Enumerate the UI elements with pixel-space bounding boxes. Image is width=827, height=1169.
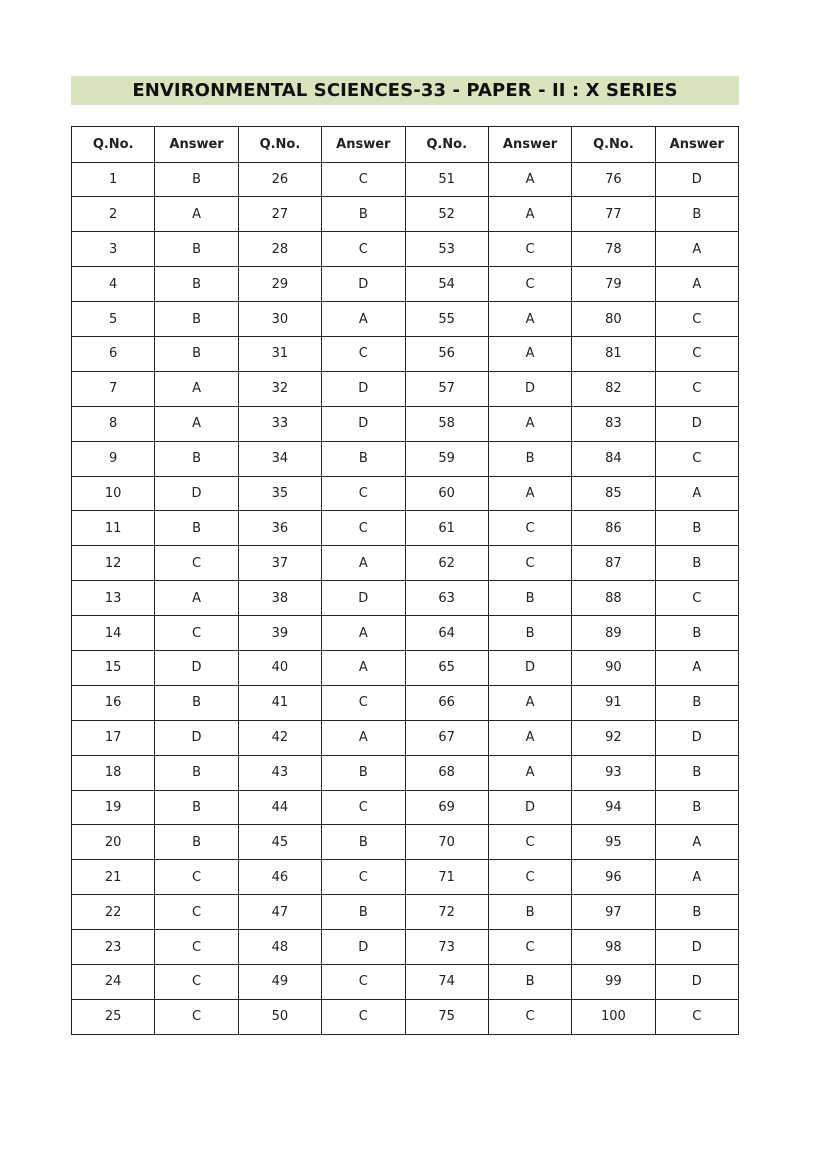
header-qno-3: Q.No. xyxy=(405,127,488,163)
qno-cell: 74 xyxy=(405,964,488,999)
answer-cell: A xyxy=(488,336,571,371)
answer-cell: B xyxy=(322,895,405,930)
qno-cell: 25 xyxy=(72,999,155,1034)
header-answer-3: Answer xyxy=(488,127,571,163)
qno-cell: 57 xyxy=(405,371,488,406)
answer-cell: B xyxy=(655,511,738,546)
qno-cell: 100 xyxy=(572,999,655,1034)
table-row xyxy=(72,197,739,232)
qno-cell: 23 xyxy=(72,930,155,965)
answer-cell: B xyxy=(155,267,238,302)
qno-cell: 91 xyxy=(572,685,655,720)
answer-cell: D xyxy=(322,371,405,406)
answer-cell: B xyxy=(322,755,405,790)
table-row xyxy=(72,546,739,581)
qno-cell: 54 xyxy=(405,267,488,302)
answer-cell: B xyxy=(655,197,738,232)
table-row xyxy=(72,790,739,825)
qno-cell: 31 xyxy=(238,336,321,371)
table-row xyxy=(72,581,739,616)
table-row xyxy=(72,511,739,546)
qno-cell: 46 xyxy=(238,860,321,895)
answer-cell: B xyxy=(322,441,405,476)
qno-cell: 62 xyxy=(405,546,488,581)
qno-cell: 1 xyxy=(72,162,155,197)
answer-cell: C xyxy=(322,476,405,511)
qno-cell: 44 xyxy=(238,790,321,825)
answer-cell: A xyxy=(655,476,738,511)
qno-cell: 88 xyxy=(572,581,655,616)
qno-cell: 80 xyxy=(572,302,655,337)
qno-cell: 20 xyxy=(72,825,155,860)
answer-cell: D xyxy=(655,930,738,965)
qno-cell: 63 xyxy=(405,581,488,616)
qno-cell: 92 xyxy=(572,720,655,755)
answer-cell: B xyxy=(155,162,238,197)
qno-cell: 2 xyxy=(72,197,155,232)
table-row xyxy=(72,860,739,895)
answer-cell: A xyxy=(488,406,571,441)
table-row xyxy=(72,964,739,999)
answer-cell: A xyxy=(322,302,405,337)
qno-cell: 8 xyxy=(72,406,155,441)
answer-cell: D xyxy=(322,930,405,965)
table-row xyxy=(72,999,739,1034)
answer-cell: D xyxy=(155,720,238,755)
answer-cell: C xyxy=(155,930,238,965)
table-row xyxy=(72,162,739,197)
qno-cell: 19 xyxy=(72,790,155,825)
table-row xyxy=(72,336,739,371)
qno-cell: 51 xyxy=(405,162,488,197)
answer-cell: C xyxy=(488,267,571,302)
answer-cell: B xyxy=(655,685,738,720)
answer-cell: B xyxy=(155,441,238,476)
qno-cell: 67 xyxy=(405,720,488,755)
answer-cell: B xyxy=(488,964,571,999)
answer-cell: A xyxy=(322,616,405,651)
qno-cell: 55 xyxy=(405,302,488,337)
table-row xyxy=(72,930,739,965)
qno-cell: 84 xyxy=(572,441,655,476)
answer-cell: B xyxy=(155,511,238,546)
answer-cell: B xyxy=(488,616,571,651)
answer-cell: C xyxy=(155,860,238,895)
table-row xyxy=(72,232,739,267)
answer-cell: B xyxy=(155,685,238,720)
answer-cell: A xyxy=(655,267,738,302)
qno-cell: 17 xyxy=(72,720,155,755)
answer-cell: C xyxy=(322,162,405,197)
qno-cell: 49 xyxy=(238,964,321,999)
header-answer-4: Answer xyxy=(655,127,738,163)
qno-cell: 11 xyxy=(72,511,155,546)
qno-cell: 3 xyxy=(72,232,155,267)
answer-cell: B xyxy=(488,441,571,476)
answer-cell: C xyxy=(155,895,238,930)
qno-cell: 83 xyxy=(572,406,655,441)
answer-cell: C xyxy=(155,999,238,1034)
qno-cell: 10 xyxy=(72,476,155,511)
answer-cell: B xyxy=(655,546,738,581)
qno-cell: 75 xyxy=(405,999,488,1034)
answer-cell: C xyxy=(488,232,571,267)
qno-cell: 64 xyxy=(405,616,488,651)
qno-cell: 47 xyxy=(238,895,321,930)
answer-cell: A xyxy=(488,162,571,197)
answer-cell: A xyxy=(155,581,238,616)
qno-cell: 96 xyxy=(572,860,655,895)
qno-cell: 35 xyxy=(238,476,321,511)
table-row xyxy=(72,616,739,651)
qno-cell: 33 xyxy=(238,406,321,441)
answer-cell: D xyxy=(488,650,571,685)
table-body xyxy=(72,162,739,1034)
qno-cell: 4 xyxy=(72,267,155,302)
table-row xyxy=(72,895,739,930)
qno-cell: 7 xyxy=(72,371,155,406)
qno-cell: 5 xyxy=(72,302,155,337)
qno-cell: 81 xyxy=(572,336,655,371)
answer-cell: C xyxy=(322,999,405,1034)
qno-cell: 97 xyxy=(572,895,655,930)
header-qno-1: Q.No. xyxy=(72,127,155,163)
qno-cell: 94 xyxy=(572,790,655,825)
answer-cell: D xyxy=(655,720,738,755)
qno-cell: 99 xyxy=(572,964,655,999)
table-row xyxy=(72,406,739,441)
table-header-row xyxy=(72,127,739,163)
answer-cell: A xyxy=(655,860,738,895)
answer-cell: A xyxy=(488,302,571,337)
answer-cell: B xyxy=(155,790,238,825)
answer-cell: C xyxy=(322,685,405,720)
answer-cell: A xyxy=(155,197,238,232)
qno-cell: 13 xyxy=(72,581,155,616)
qno-cell: 73 xyxy=(405,930,488,965)
answer-cell: D xyxy=(488,371,571,406)
qno-cell: 21 xyxy=(72,860,155,895)
qno-cell: 36 xyxy=(238,511,321,546)
table-row xyxy=(72,720,739,755)
answer-cell: B xyxy=(155,825,238,860)
answer-cell: C xyxy=(322,336,405,371)
answer-cell: A xyxy=(155,371,238,406)
qno-cell: 61 xyxy=(405,511,488,546)
answer-cell: C xyxy=(322,964,405,999)
answer-cell: C xyxy=(488,999,571,1034)
qno-cell: 26 xyxy=(238,162,321,197)
qno-cell: 30 xyxy=(238,302,321,337)
qno-cell: 98 xyxy=(572,930,655,965)
qno-cell: 60 xyxy=(405,476,488,511)
page-title: ENVIRONMENTAL SCIENCES-33 - PAPER - II : X SERIES xyxy=(132,80,678,101)
answer-cell: C xyxy=(322,232,405,267)
table-row xyxy=(72,755,739,790)
answer-cell: B xyxy=(322,825,405,860)
header-qno-4: Q.No. xyxy=(572,127,655,163)
table-row xyxy=(72,476,739,511)
answer-cell: C xyxy=(488,546,571,581)
qno-cell: 90 xyxy=(572,650,655,685)
answer-cell: B xyxy=(655,895,738,930)
answer-cell: A xyxy=(322,650,405,685)
header-answer-1: Answer xyxy=(155,127,238,163)
qno-cell: 16 xyxy=(72,685,155,720)
qno-cell: 22 xyxy=(72,895,155,930)
qno-cell: 87 xyxy=(572,546,655,581)
qno-cell: 40 xyxy=(238,650,321,685)
answer-cell: D xyxy=(655,964,738,999)
table-row xyxy=(72,825,739,860)
qno-cell: 85 xyxy=(572,476,655,511)
table-row xyxy=(72,650,739,685)
qno-cell: 72 xyxy=(405,895,488,930)
qno-cell: 32 xyxy=(238,371,321,406)
qno-cell: 37 xyxy=(238,546,321,581)
qno-cell: 45 xyxy=(238,825,321,860)
qno-cell: 50 xyxy=(238,999,321,1034)
qno-cell: 28 xyxy=(238,232,321,267)
answer-cell: C xyxy=(322,860,405,895)
answer-cell: B xyxy=(155,755,238,790)
table-row xyxy=(72,267,739,302)
answer-cell: D xyxy=(155,650,238,685)
answer-key-table xyxy=(71,126,739,1035)
answer-cell: C xyxy=(655,336,738,371)
qno-cell: 12 xyxy=(72,546,155,581)
qno-cell: 53 xyxy=(405,232,488,267)
answer-cell: C xyxy=(655,581,738,616)
qno-cell: 39 xyxy=(238,616,321,651)
answer-cell: D xyxy=(488,790,571,825)
qno-cell: 14 xyxy=(72,616,155,651)
qno-cell: 79 xyxy=(572,267,655,302)
qno-cell: 93 xyxy=(572,755,655,790)
answer-cell: C xyxy=(655,371,738,406)
answer-cell: C xyxy=(155,616,238,651)
answer-cell: C xyxy=(488,860,571,895)
qno-cell: 71 xyxy=(405,860,488,895)
answer-cell: A xyxy=(655,232,738,267)
qno-cell: 15 xyxy=(72,650,155,685)
table-row xyxy=(72,302,739,337)
qno-cell: 43 xyxy=(238,755,321,790)
answer-cell: B xyxy=(322,197,405,232)
answer-cell: B xyxy=(488,581,571,616)
qno-cell: 69 xyxy=(405,790,488,825)
answer-cell: D xyxy=(322,267,405,302)
answer-cell: D xyxy=(322,581,405,616)
table-row xyxy=(72,371,739,406)
table-row xyxy=(72,441,739,476)
answer-cell: B xyxy=(655,755,738,790)
qno-cell: 24 xyxy=(72,964,155,999)
answer-cell: A xyxy=(655,825,738,860)
answer-cell: B xyxy=(655,616,738,651)
qno-cell: 89 xyxy=(572,616,655,651)
qno-cell: 38 xyxy=(238,581,321,616)
header-answer-2: Answer xyxy=(322,127,405,163)
qno-cell: 65 xyxy=(405,650,488,685)
qno-cell: 41 xyxy=(238,685,321,720)
answer-cell: C xyxy=(155,546,238,581)
qno-cell: 18 xyxy=(72,755,155,790)
answer-cell: A xyxy=(655,650,738,685)
answer-cell: D xyxy=(655,162,738,197)
answer-cell: C xyxy=(655,302,738,337)
qno-cell: 29 xyxy=(238,267,321,302)
qno-cell: 52 xyxy=(405,197,488,232)
answer-cell: D xyxy=(322,406,405,441)
answer-cell: A xyxy=(488,755,571,790)
answer-cell: C xyxy=(322,790,405,825)
qno-cell: 70 xyxy=(405,825,488,860)
answer-cell: C xyxy=(322,511,405,546)
answer-cell: A xyxy=(155,406,238,441)
qno-cell: 86 xyxy=(572,511,655,546)
table-row xyxy=(72,685,739,720)
answer-cell: B xyxy=(155,232,238,267)
qno-cell: 66 xyxy=(405,685,488,720)
qno-cell: 82 xyxy=(572,371,655,406)
qno-cell: 56 xyxy=(405,336,488,371)
answer-cell: A xyxy=(488,476,571,511)
answer-cell: A xyxy=(488,197,571,232)
answer-cell: A xyxy=(322,720,405,755)
qno-cell: 9 xyxy=(72,441,155,476)
qno-cell: 76 xyxy=(572,162,655,197)
answer-cell: D xyxy=(155,476,238,511)
answer-cell: C xyxy=(488,511,571,546)
qno-cell: 68 xyxy=(405,755,488,790)
title-banner xyxy=(71,76,739,105)
answer-cell: B xyxy=(488,895,571,930)
qno-cell: 42 xyxy=(238,720,321,755)
qno-cell: 59 xyxy=(405,441,488,476)
answer-cell: B xyxy=(655,790,738,825)
qno-cell: 78 xyxy=(572,232,655,267)
answer-cell: C xyxy=(488,930,571,965)
answer-cell: C xyxy=(488,825,571,860)
answer-cell: C xyxy=(155,964,238,999)
qno-cell: 34 xyxy=(238,441,321,476)
qno-cell: 77 xyxy=(572,197,655,232)
answer-cell: A xyxy=(322,546,405,581)
answer-cell: B xyxy=(155,336,238,371)
answer-cell: C xyxy=(655,999,738,1034)
header-qno-2: Q.No. xyxy=(238,127,321,163)
qno-cell: 58 xyxy=(405,406,488,441)
qno-cell: 6 xyxy=(72,336,155,371)
answer-cell: A xyxy=(488,685,571,720)
answer-cell: B xyxy=(155,302,238,337)
qno-cell: 95 xyxy=(572,825,655,860)
qno-cell: 27 xyxy=(238,197,321,232)
qno-cell: 48 xyxy=(238,930,321,965)
answer-cell: A xyxy=(488,720,571,755)
answer-cell: D xyxy=(655,406,738,441)
answer-cell: C xyxy=(655,441,738,476)
